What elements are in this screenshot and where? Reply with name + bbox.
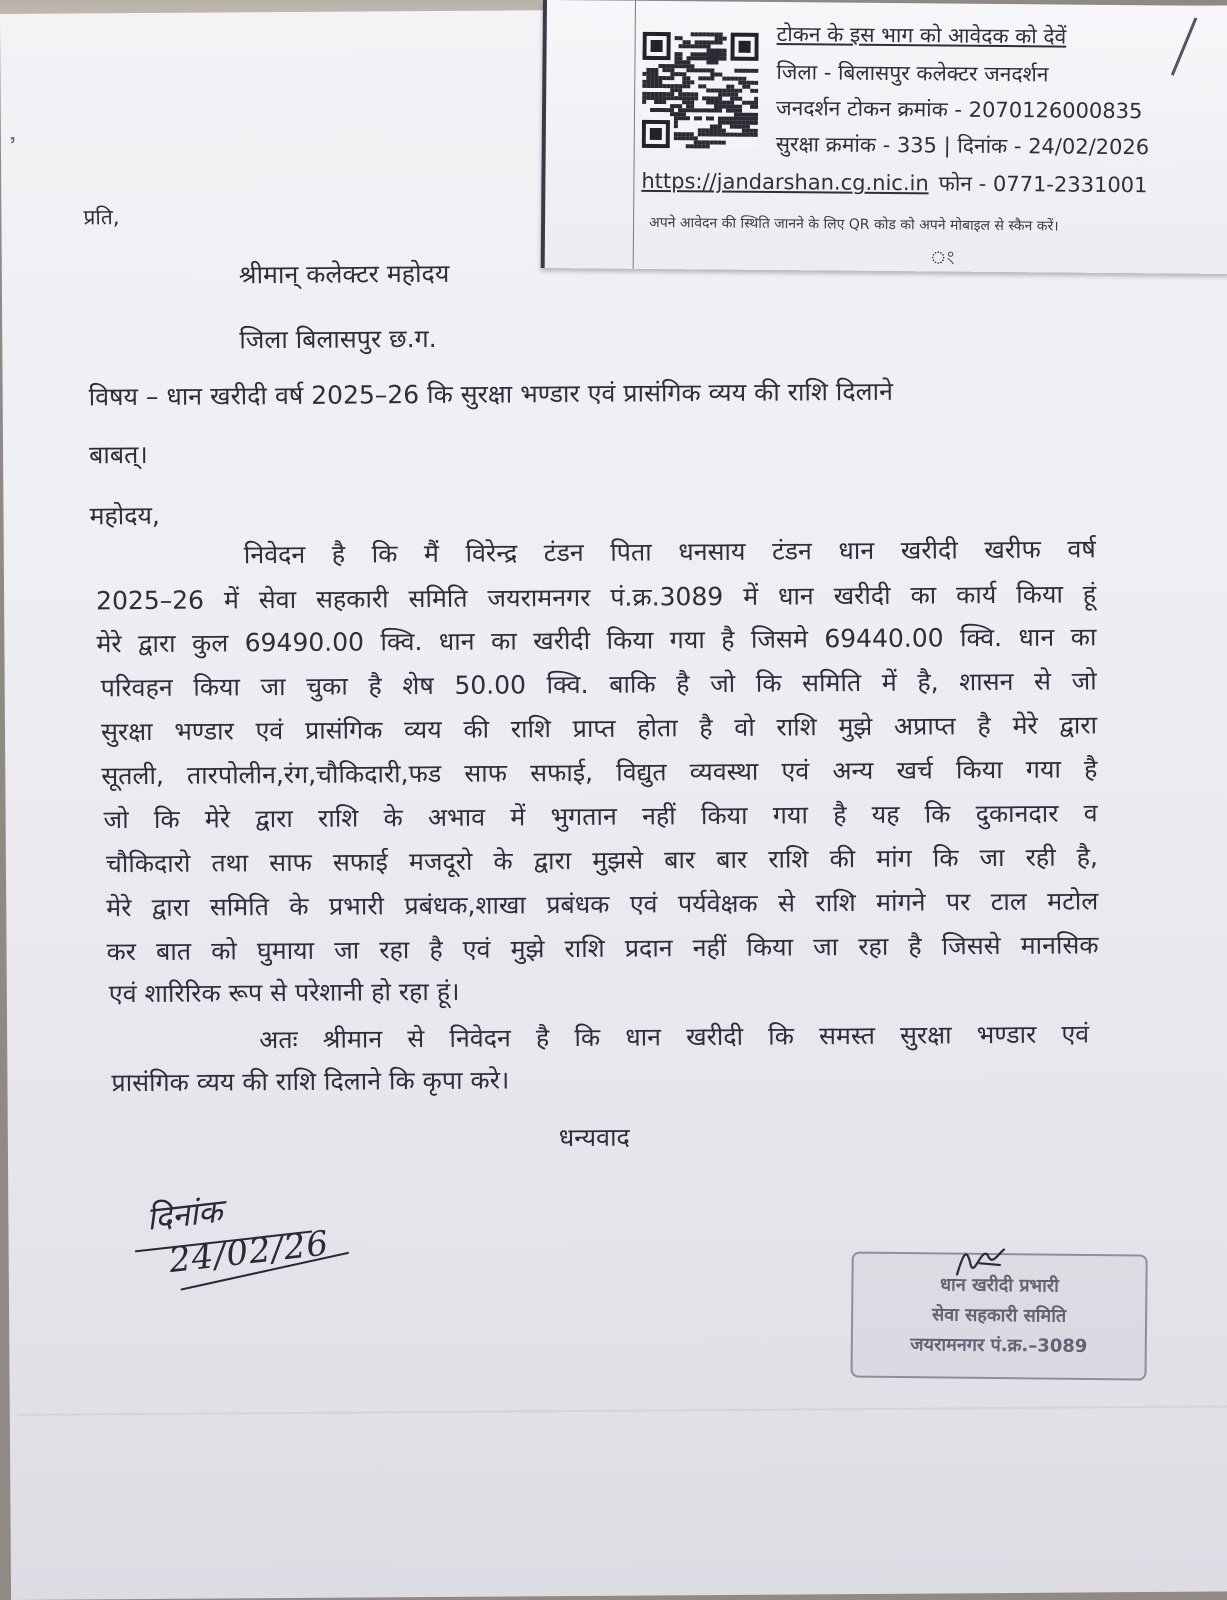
paper-fold — [18, 1405, 1227, 1415]
token-note: अपने आवेदन की स्थिति जानने के लिए QR कोड को अपने मोबाइल से स्कैन करें। — [648, 214, 1059, 235]
closing: धन्यवाद — [558, 1122, 630, 1153]
handwritten-date: 24/02/26 — [166, 1223, 332, 1282]
slip-divider — [633, 1, 636, 269]
stamp-line: जयरामनगर पं.क्र.–3089 — [910, 1334, 1088, 1357]
body-line: जो कि मेरे द्वारा राशि के अभाव में भुगतान नहीं किया गया है यह कि दुकानदार व — [103, 798, 1098, 835]
body-line: परिवहन किया जा चुका है शेष 50.00 क्वि. बाकि है जो कि समिति में है, शासन से जो — [100, 666, 1097, 703]
token-office: जिला - बिलासपुर कलेक्टर जनदर्शन — [776, 60, 1049, 87]
margin-mark: ᾿ — [4, 132, 25, 170]
body-line: चौकिदारो तथा साफ सफाई मजदूरो के द्वारा मुझसे बार बार राशि की मांग कि जा रही है, — [105, 842, 1099, 879]
handwritten-date-label: दिनांक — [144, 1191, 225, 1238]
body-line: निवेदन है कि मैं विरेन्द्र टंडन पिता धनसाय टंडन धान खरीदी खरीफ वर्ष — [243, 534, 1096, 570]
token-heading: टोकन के इस भाग को आवेदक को देवें — [776, 22, 1067, 49]
token-contact — [641, 167, 1147, 199]
subject-line-continued: बाबत्। — [88, 439, 148, 470]
body-line: सूतली, तारपोलीन,रंग,चौकिदारी,फड साफ सफाई, विद्युत व्यवस्था एवं अन्य खर्च किया गया है — [101, 754, 1098, 791]
body-line: कर बात को घुमाया जा रहा है एवं मुझे राशि प्रदान नहीं किया जा रहा है जिससे मानसिक — [106, 930, 1099, 967]
tick-icon: ং — [929, 247, 955, 269]
salutation: महोदय, — [89, 500, 161, 531]
request-line: प्रासंगिक व्यय की राशि दिलाने कि कृपा करे। — [111, 1065, 510, 1098]
token-phone: फोन - 0771-2331001 — [938, 171, 1148, 198]
addressee-district: जिला बिलासपुर छ.ग. — [239, 323, 437, 355]
token-url[interactable]: https://jandarshan.cg.nic.in — [641, 168, 929, 196]
jandarshan-token-slip — [541, 0, 1227, 274]
token-serial-date: सुरक्षा क्रमांक - 335 | दिनांक - 24/02/2026 — [775, 132, 1150, 160]
body-line: सुरक्षा भण्डार एवं प्रासंगिक व्यय की राशि प्राप्त होता है वो राशि मुझे अप्राप्त है मेरे द्वारा — [100, 710, 1098, 747]
body-line: मेरे द्वारा कुल 69490.00 क्वि. धान का खरीदी किया गया है जिसमे 69440.00 क्वि. धान का — [96, 622, 1097, 659]
stamp-line: धान खरीदी प्रभारी — [939, 1274, 1059, 1297]
token-number: जनदर्शन टोकन क्रमांक - 2070126000835 — [775, 96, 1143, 124]
signature-mark — [949, 1235, 1019, 1285]
addressee: श्रीमान् कलेक्टर महोदय — [238, 258, 450, 290]
to-label: प्रति, — [83, 205, 120, 230]
stamp-line: सेवा सहकारी समिति — [931, 1304, 1067, 1327]
body-line: मेरे द्वारा समिति के प्रभारी प्रबंधक,शाखा प्रबंधक एवं पर्यवेक्षक से राशि मांगने पर टाल मटोल — [106, 886, 1099, 923]
body-line: एवं शारिरिक रूप से परेशानी हो रहा हूं। — [108, 976, 460, 1009]
body-line: 2025–26 में सेवा सहकारी समिति जयरामनगर पं.क्र.3089 में धान खरीदी का कार्य किया हूं — [95, 579, 1097, 616]
request-line: अतः श्रीमान से निवेदन है कि धान खरीदी कि समस्त सुरक्षा भण्डार एवं — [259, 1019, 1090, 1055]
qr-code-icon — [642, 31, 759, 150]
subject-line: विषय – धान खरीदी वर्ष 2025–26 कि सुरक्षा भण्डार एवं प्रासंगिक व्यय की राशि दिलाने — [88, 376, 894, 412]
pen-stroke — [1171, 17, 1197, 75]
